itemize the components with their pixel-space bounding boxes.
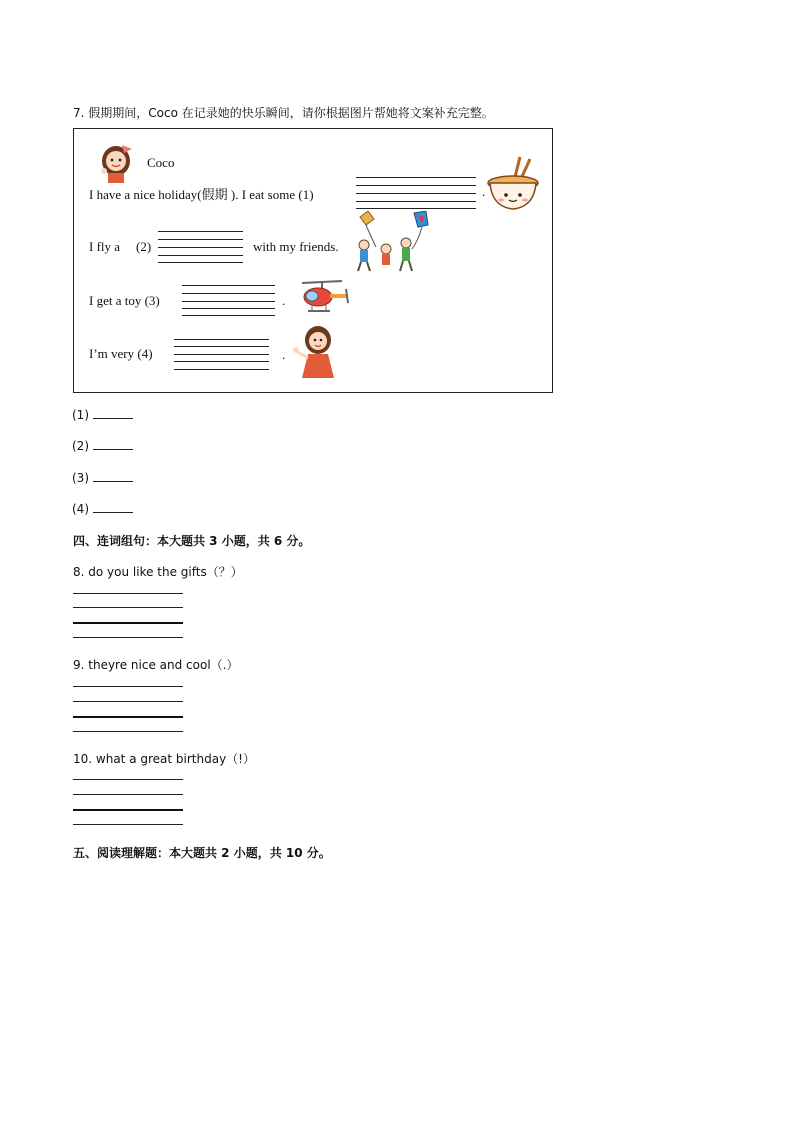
toy-helicopter-image — [298, 277, 352, 317]
answer-blank-2[interactable] — [93, 438, 133, 450]
coco-name: Coco — [147, 155, 175, 170]
q7-line3-period: . — [282, 293, 286, 308]
kids-kite-image — [352, 211, 436, 275]
section-5-title: 五、阅读理解题：本大题共 2 小题，共 10 分。 — [73, 846, 331, 860]
q7-box — [73, 128, 553, 393]
answer-row-1: (1) — [72, 407, 133, 422]
q10-answer-line[interactable] — [73, 809, 183, 811]
q7-line1-period: . — [482, 184, 486, 199]
answer-row-2: (2) — [72, 438, 133, 453]
answer-row-3: (3) — [72, 470, 133, 485]
answer-blank-4[interactable] — [93, 501, 133, 513]
q7-line2-num: (2) — [136, 239, 152, 254]
q7-line2-start: I fly a — [89, 239, 121, 254]
answer-blank-1[interactable] — [93, 407, 133, 419]
q7-prompt: 7. 假期期间，Coco 在记录她的快乐瞬间，请你根据图片帮她将文案补充完整。 — [73, 106, 494, 120]
section-4-title: 四、连词组句：本大题共 3 小题，共 6 分。 — [73, 534, 311, 548]
q8-answer-line[interactable] — [73, 622, 183, 624]
q9-answer-line[interactable] — [73, 716, 183, 718]
q7-line4-period: . — [282, 347, 286, 362]
q10-text: 10. what a great birthday（!） — [73, 752, 255, 766]
happy-girl-image — [288, 324, 338, 380]
q7-line2-end: with my friends. — [253, 239, 339, 254]
answer-line-4[interactable] — [174, 354, 269, 355]
q8-text: 8. do you like the gifts（？） — [73, 565, 243, 579]
noodle-bowl-image — [484, 155, 542, 213]
answer-row-4: (4) — [72, 501, 133, 516]
answer-line-1[interactable] — [356, 193, 476, 194]
answer-line-3[interactable] — [182, 301, 275, 302]
q9-text: 9. theyre nice and cool（.） — [73, 658, 239, 672]
answer-blank-3[interactable] — [93, 470, 133, 482]
q7-line3-text: I get a toy (3) — [89, 293, 160, 308]
coco-avatar-image — [96, 141, 136, 183]
q7-line4-text: I’m very (4) — [89, 346, 153, 361]
q7-line1-text: I have a nice holiday(假期 ). I eat some (1) — [89, 187, 314, 202]
answer-line-2[interactable] — [158, 247, 243, 248]
